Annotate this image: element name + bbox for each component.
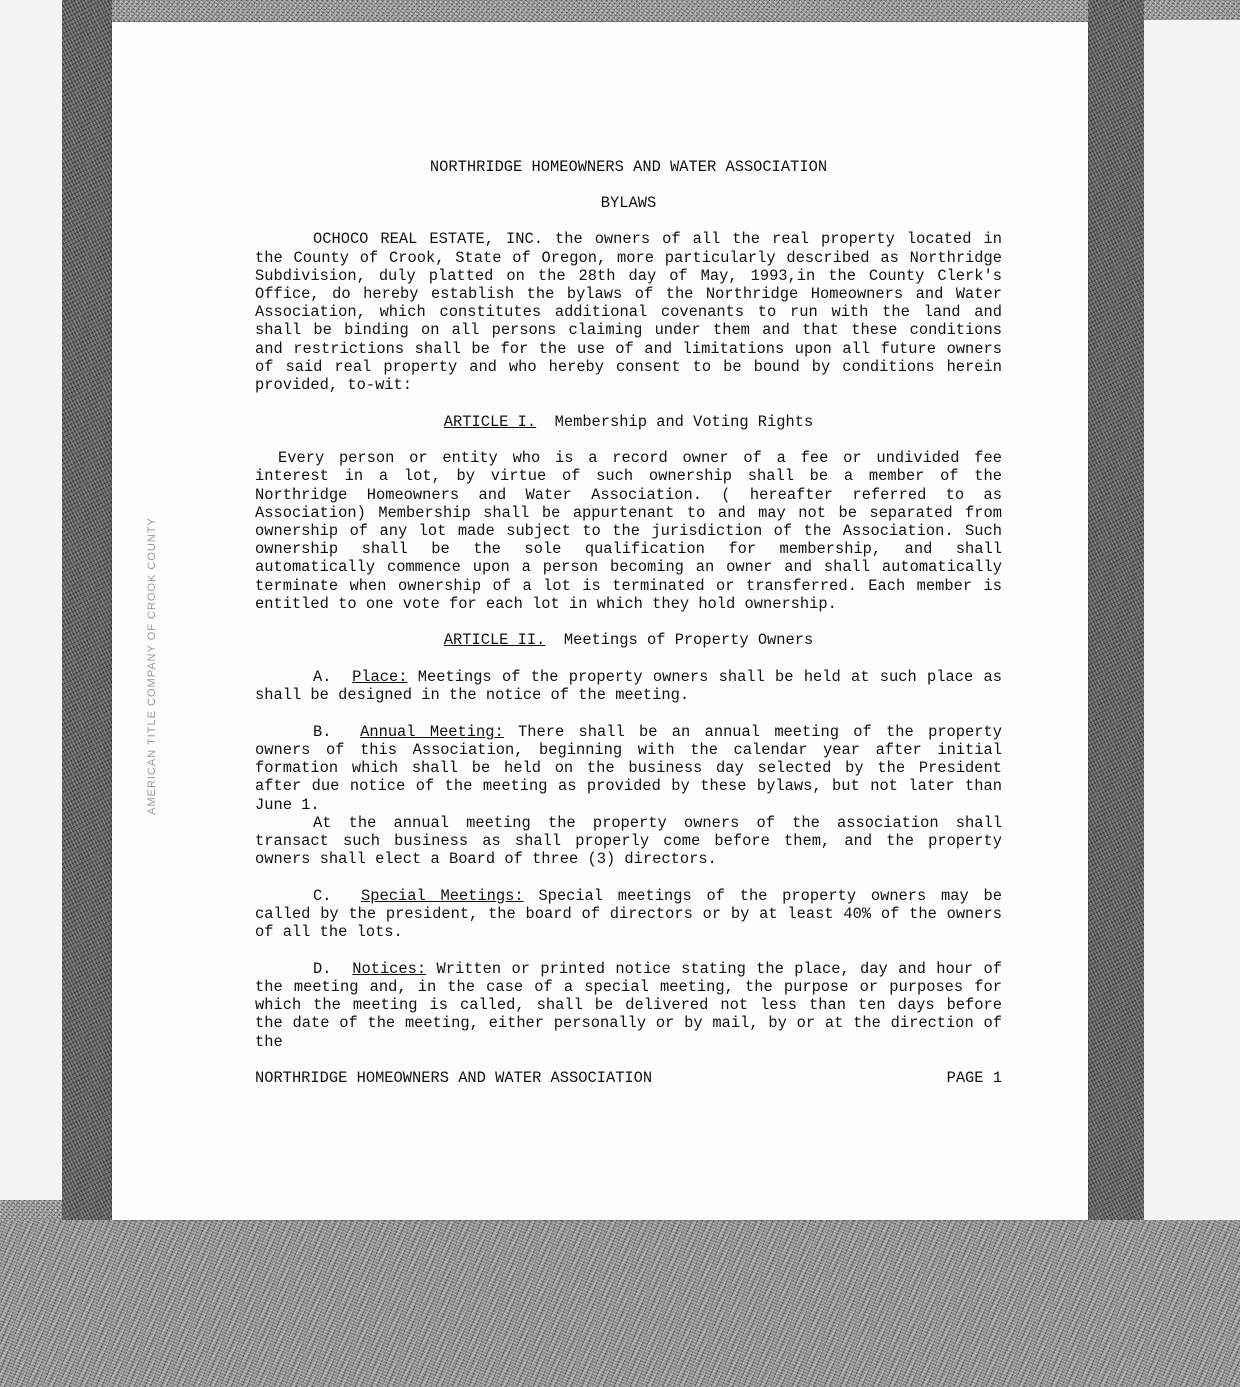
article-1-title: Membership and Voting Rights <box>554 412 814 431</box>
section-a <box>255 668 1002 704</box>
document-subtitle: BYLAWS <box>600 194 657 213</box>
section-c-letter: C. <box>313 886 332 905</box>
section-a-text: Meetings of the property owners shall be held at such place as shall be designed in the notice of the meeting. <box>255 668 1002 705</box>
section-b <box>255 723 1002 814</box>
section-d-text: Written or printed notice stating the place, day and hour of the meeting and, in the case of a special meeting, the purpose or purposes for which the meeting is called, shall be delivered not less than ten days before the date of the meeting, either personally or by mail, by or at the direction of the <box>255 959 1002 1051</box>
article-1-heading <box>255 413 1002 431</box>
article-1-label: ARTICLE I. <box>443 412 537 431</box>
section-d-heading: Notices: <box>352 959 427 978</box>
preamble-paragraph: OCHOCO REAL ESTATE, INC. the owners of all the real property located in the County of Crook, State of Oregon, more particularly described as Northridge Subdivision, duly platted on the 28th day of May, 1993,in the County Clerk's Office, do hereby establish the bylaws of the Northridge Homeowners and Water Association, which constitutes additional covenants to run with the land and shall be binding on all persons claiming under them and that these conditions and restrictions shall be for the use of and limitations upon all future owners of said real property and who hereby consent to be bound by conditions herein provided, to-wit: <box>255 230 1002 395</box>
section-a-heading: Place: <box>352 668 408 687</box>
footer-title: NORTHRIDGE HOMEOWNERS AND WATER ASSOCIATION <box>255 1068 653 1087</box>
article-1-body: Every person or entity who is a record owner of a fee or undivided fee interest in a lot, by virtue of such ownership shall be a member of the Northridge Homeowners and Water Association. ( hereafter referred to as Association) Membership shall be appurtenant to and may not be separated from ownership of any lot made subject to the jurisdiction of the Association. Such ownership shall be the sole qualification for membership, and shall automatically commence upon a person becoming an owner and shall automatically terminate when ownership of a lot is terminated or transferred. Each member is entitled to one vote for each lot in which they hold ownership. <box>255 449 1002 613</box>
section-c <box>255 887 1002 942</box>
section-c-text: Special meetings of the property owners may be called by the president, the board of directors or by at least 40% of the owners of all the lots. <box>255 886 1002 942</box>
scan-border-right <box>1088 0 1144 1230</box>
article-2-heading <box>255 631 1002 649</box>
scan-border-left <box>62 0 112 1230</box>
section-a-letter: A. <box>313 668 332 687</box>
section-b-heading: Annual Meeting: <box>360 722 504 741</box>
adjacent-page-right <box>1144 20 1240 1220</box>
section-d <box>255 960 1002 1051</box>
section-c-heading: Special Meetings: <box>361 886 524 905</box>
page-number: PAGE 1 <box>946 1068 1002 1087</box>
page-footer <box>255 1069 1002 1087</box>
article-2-label: ARTICLE II. <box>443 631 546 650</box>
document-title: NORTHRIDGE HOMEOWNERS AND WATER ASSOCIATION <box>429 158 828 176</box>
section-b-text: There shall be an annual meeting of the property owners of this Association, beginning with the calendar year after initial formation which shall be held on the business day selected by the President after due notice of the meeting as provided by these bylaws, but not later than June 1. <box>255 722 1002 814</box>
section-b-continuation: At the annual meeting the property owners of the association shall transact such business as shall properly come before them, and the property owners shall elect a Board of three (3) directors. <box>255 813 1002 869</box>
margin-stamp-text: AMERICAN TITLE COMPANY OF CROOK COUNTY <box>146 517 158 815</box>
section-b-letter: B. <box>313 722 332 741</box>
document-body <box>255 158 1002 1087</box>
scan-background-bottom <box>0 1220 1240 1387</box>
section-d-letter: D. <box>313 959 332 978</box>
adjacent-page-left <box>0 0 62 1200</box>
article-2-title: Meetings of Property Owners <box>563 631 814 650</box>
